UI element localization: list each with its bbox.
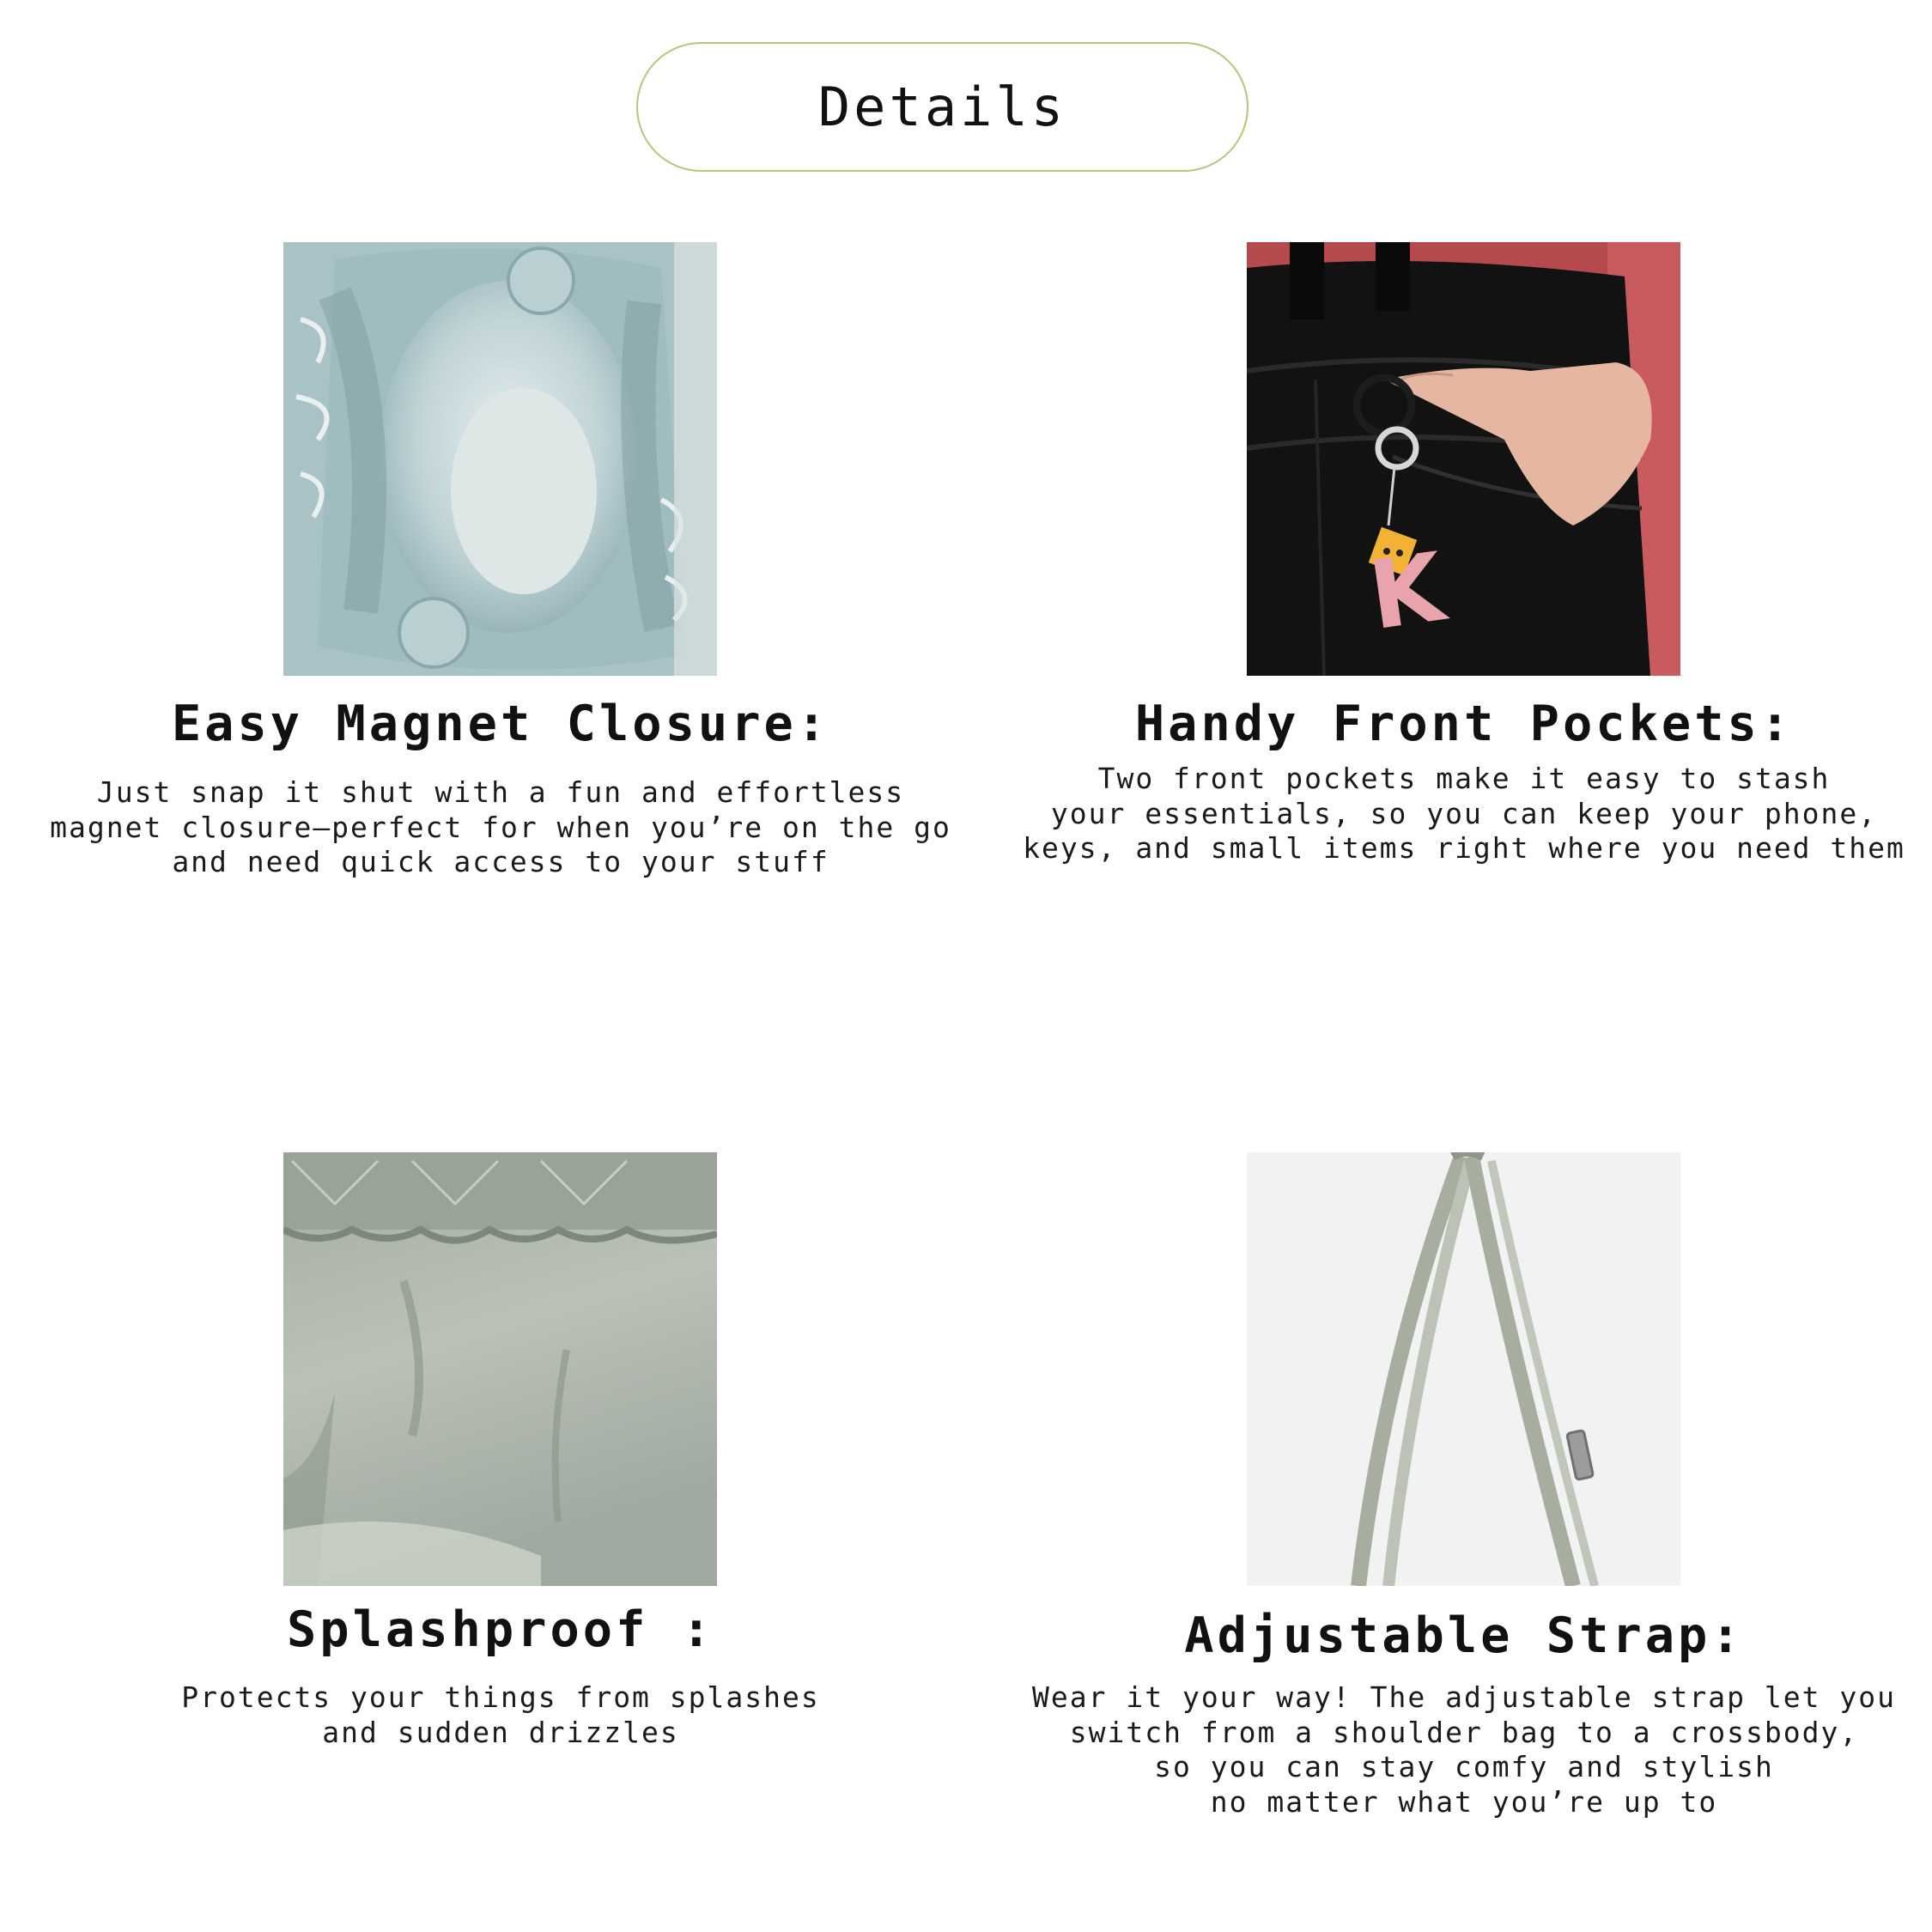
front-pockets-photo [1247, 242, 1680, 676]
feature-title-front-pockets: Handy Front Pockets: [1134, 696, 1794, 752]
description-line: Just snap it shut with a fun and effortless [96, 775, 905, 809]
description-line: Wear it your way! The adjustable strap let you [1032, 1680, 1896, 1714]
splashproof-photo [283, 1152, 717, 1586]
description-line: and need quick access to your stuff [172, 845, 829, 878]
details-header [636, 42, 1249, 172]
magnet-closure-photo [283, 242, 717, 676]
feature-description-splashproof [50, 1680, 951, 1750]
feature-description-magnet-closure [50, 775, 951, 880]
feature-title-splashproof: Splashproof : [286, 1601, 715, 1658]
feature-title-adjustable-strap: Adjustable Strap: [1184, 1607, 1744, 1664]
description-line: no matter what you’re up to [1210, 1784, 1718, 1819]
description-line: switch from a shoulder bag to a crossbody, [1069, 1715, 1859, 1749]
adjustable-strap-photo [1247, 1152, 1680, 1586]
details-label: Details [817, 76, 1067, 138]
description-line: so you can stay comfy and stylish [1154, 1750, 1774, 1783]
description-line: magnet closure—perfect for when you’re on the go [50, 810, 951, 844]
description-line: Protects your things from splashes [181, 1680, 820, 1714]
description-line: keys, and small items right where you need them [1023, 831, 1905, 865]
keychain-letter: K [1363, 532, 1451, 652]
description-line: Two front pockets make it easy to stash [1097, 762, 1831, 795]
feature-title-magnet-closure: Easy Magnet Closure: [171, 696, 830, 752]
description-line: your essentials, so you can keep your phone, [1050, 796, 1878, 830]
description-line: and sudden drizzles [322, 1715, 679, 1749]
feature-description-adjustable-strap [1013, 1680, 1915, 1820]
feature-description-front-pockets [1013, 762, 1915, 866]
